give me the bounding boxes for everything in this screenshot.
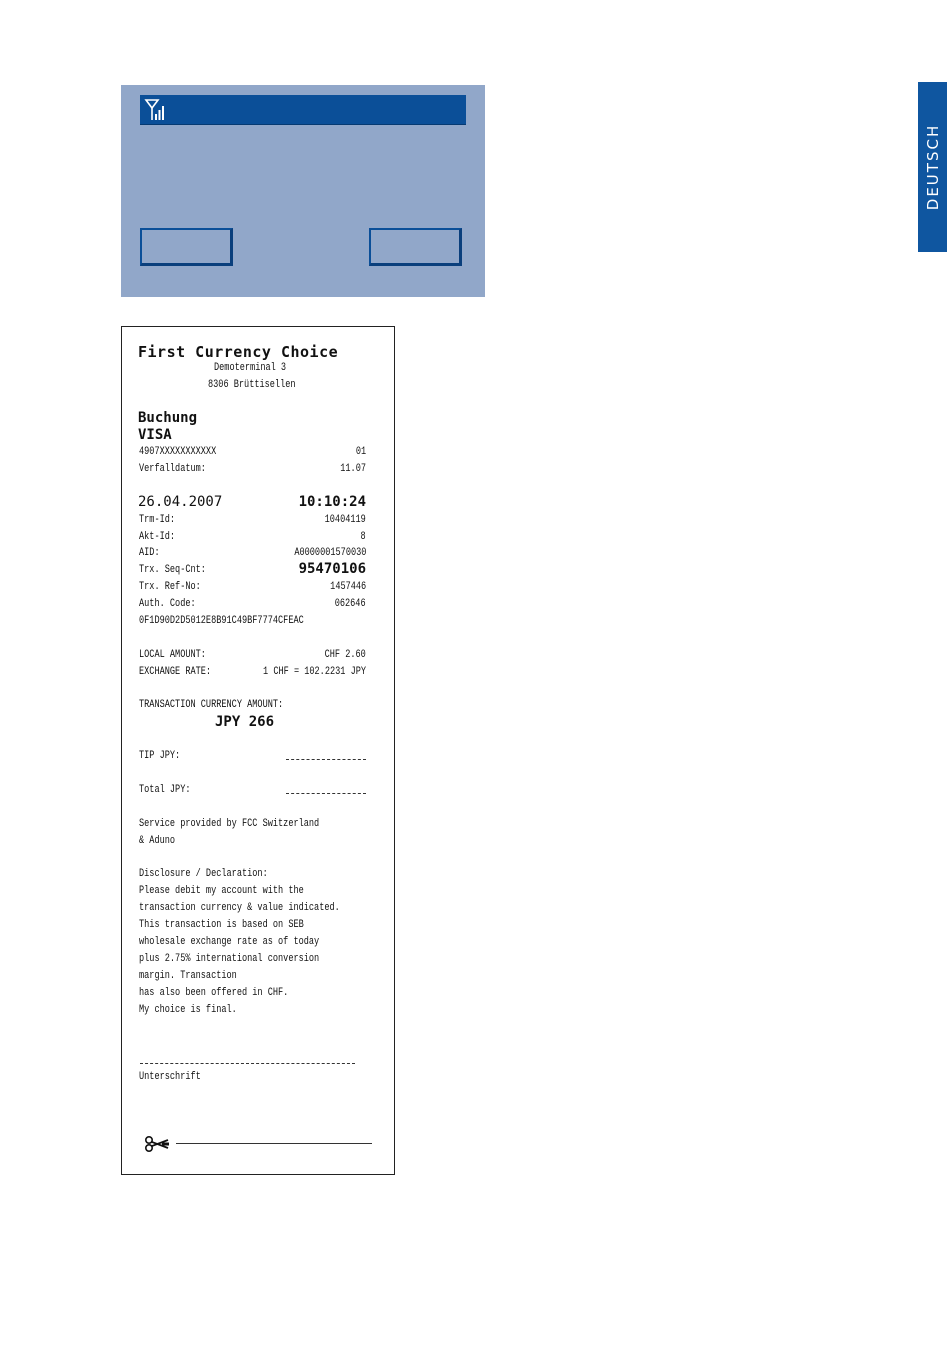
disclosure-line: Please debit my account with the bbox=[139, 885, 304, 897]
cut-line bbox=[176, 1143, 372, 1144]
row-value-seq-cnt: 95470106 bbox=[298, 561, 366, 577]
total-label: Total JPY: bbox=[139, 784, 191, 796]
exchange-rate-label: EXCHANGE RATE: bbox=[139, 666, 212, 678]
disclosure-line: wholesale exchange rate as of today bbox=[139, 936, 320, 948]
row-label: Trm-Id: bbox=[139, 514, 176, 526]
row-label: Trx. Seq-Cnt: bbox=[139, 564, 206, 576]
transaction-date: 26.04.2007 bbox=[138, 494, 223, 510]
exchange-rate-value: 1 CHF = 102.2231 JPY bbox=[263, 666, 366, 678]
language-tab[interactable] bbox=[918, 82, 947, 252]
disclosure-line: transaction currency & value indicated. bbox=[139, 902, 340, 914]
expiry-label: Verfalldatum: bbox=[139, 463, 206, 475]
tip-label: TIP JPY: bbox=[139, 750, 181, 762]
card-number: 4907XXXXXXXXXXX bbox=[139, 446, 217, 458]
terminal-title-bar bbox=[140, 95, 466, 125]
row-value: 10404119 bbox=[324, 514, 366, 526]
row-label: Akt-Id: bbox=[139, 531, 176, 543]
disclosure-line: This transaction is based on SEB bbox=[139, 919, 304, 931]
disclosure-line: margin. Transaction bbox=[139, 970, 237, 982]
row-value: 062646 bbox=[335, 598, 366, 610]
row-label: AID: bbox=[139, 547, 160, 559]
transaction-hash: 0F1D90D2D5012E8B91C49BF7774CFEAC bbox=[139, 615, 304, 627]
disclosure-line: Disclosure / Declaration: bbox=[139, 868, 268, 880]
service-line: & Aduno bbox=[139, 835, 176, 847]
receipt bbox=[121, 326, 395, 1175]
expiry-value: 11.07 bbox=[340, 463, 366, 475]
transaction-time: 10:10:24 bbox=[298, 494, 366, 510]
tip-field-line bbox=[286, 759, 366, 760]
signature-line bbox=[140, 1063, 355, 1064]
service-line: Service provided by FCC Switzerland bbox=[139, 818, 320, 830]
terminal-screen bbox=[121, 85, 485, 297]
transaction-type: Buchung bbox=[138, 410, 198, 426]
signature-label: Unterschrift bbox=[139, 1071, 201, 1083]
disclosure-line: plus 2.75% international conversion bbox=[139, 953, 320, 965]
terminal-name: Demoterminal 3 bbox=[214, 362, 287, 374]
signal-strength-icon bbox=[144, 98, 168, 122]
receipt-title: First Currency Choice bbox=[138, 343, 339, 361]
language-tab-label: DEUTSCH bbox=[923, 123, 942, 211]
tca-value: JPY 266 bbox=[215, 714, 275, 730]
local-amount-value: CHF 2.60 bbox=[324, 649, 366, 661]
row-value: 8 bbox=[360, 531, 366, 543]
card-brand: VISA bbox=[138, 427, 172, 443]
terminal-location: 8306 Brüttisellen bbox=[208, 379, 296, 391]
total-field-line bbox=[286, 793, 366, 794]
left-softkey[interactable] bbox=[140, 228, 233, 266]
card-sequence: 01 bbox=[355, 446, 366, 458]
local-amount-label: LOCAL AMOUNT: bbox=[139, 649, 206, 661]
row-label: Auth. Code: bbox=[139, 598, 196, 610]
row-value: 1457446 bbox=[329, 581, 366, 593]
tca-label: TRANSACTION CURRENCY AMOUNT: bbox=[139, 699, 284, 711]
right-softkey[interactable] bbox=[369, 228, 462, 266]
row-label: Trx. Ref-No: bbox=[139, 581, 201, 593]
disclosure-line: My choice is final. bbox=[139, 1004, 237, 1016]
row-value: A0000001570030 bbox=[293, 547, 366, 559]
scissors-icon bbox=[144, 1135, 170, 1153]
disclosure-line: has also been offered in CHF. bbox=[139, 987, 289, 999]
